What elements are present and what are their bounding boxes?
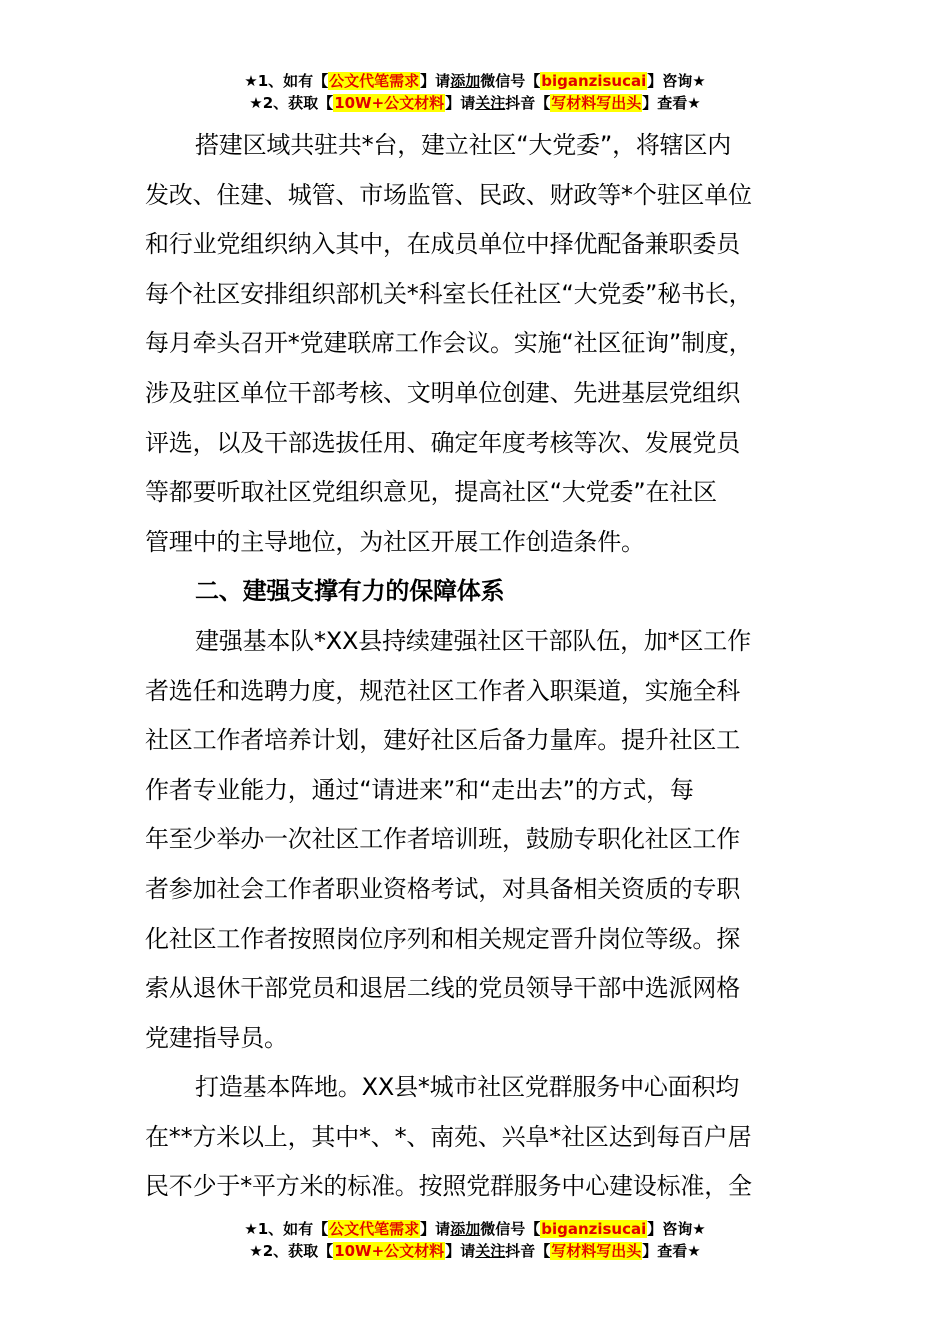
text-line: 每月牵头召开*党建联席工作会议。实施“社区征询”制度， [145, 329, 753, 358]
text-line: 打造基本阵地。XX县*城市社区党群服务中心面积均 [195, 1073, 740, 1102]
section-heading: 二、建强支撑有力的保障体系 [195, 577, 505, 606]
text-line: 者选任和选聘力度，规范社区工作者入职渠道，实施全科 [145, 676, 740, 705]
text-line: 化社区工作者按照岗位序列和相关规定晋升岗位等级。探 [145, 924, 740, 953]
text-line: 管理中的主导地位，为社区开展工作创造条件。 [145, 527, 645, 556]
text-line: 建强基本队*XX县持续建强社区干部队伍，加*区工作 [195, 626, 751, 655]
highlight-text: 公文代笔需求 [329, 1220, 420, 1238]
text-line: 索从退休干部党员和退居二线的党员领导干部中选派网格 [145, 974, 740, 1003]
highlight-text: 10W+公文材料 [334, 94, 445, 112]
text-line: 在**方米以上，其中*、*、南苑、兴阜*社区达到每百户居 [145, 1122, 752, 1151]
text-line: 社区工作者培养计划，建好社区后备力量库。提升社区工 [145, 726, 740, 755]
banner-line-1: ★1、如有【公文代笔需求】请添加微信号【biganzisucai】咨询★ [244, 72, 706, 90]
text-line: 者参加社会工作者职业资格考试，对具备相关资质的专职 [145, 874, 740, 903]
text-line: 涉及驻区单位干部考核、文明单位创建、先进基层党组织 [145, 378, 740, 407]
text-line: 作者专业能力，通过“请进来”和“走出去”的方式，每 [145, 775, 694, 804]
highlight-text: 写材料写出头 [551, 1242, 642, 1260]
highlight-text: biganzisucai [541, 72, 647, 90]
text-line: 每个社区安排组织部机关*科室长任社区“大党委”秘书长， [145, 279, 753, 308]
text-line: 等都要听取社区党组织意见，提高社区“大党委”在社区 [145, 478, 717, 507]
text-line: 搭建区域共驻共*台，建立社区“大党委”，将辖区内 [195, 131, 732, 159]
banner-line-2: ★2、获取【10W+公文材料】请关注抖音【写材料写出头】查看★ [249, 94, 701, 112]
text-line: 和行业党组织纳入其中，在成员单位中择优配备兼职委员 [145, 230, 740, 259]
document-body [145, 121, 835, 1212]
text-line: 民不少于*平方米的标准。按照党群服务中心建设标准，全 [145, 1172, 752, 1201]
banner-line-1: ★1、如有【公文代笔需求】请添加微信号【biganzisucai】咨询★ [244, 1220, 706, 1238]
highlight-text: 10W+公文材料 [334, 1242, 445, 1260]
highlight-text: 公文代笔需求 [329, 72, 420, 90]
banner-line-2: ★2、获取【10W+公文材料】请关注抖音【写材料写出头】查看★ [249, 1242, 701, 1260]
text-line: 年至少举办一次社区工作者培训班，鼓励专职化社区工作 [145, 825, 740, 854]
text-line: 发改、住建、城管、市场监管、民政、财政等*个驻区单位 [145, 180, 752, 209]
text-line: 评选，以及干部选拔任用、确定年度考核等次、发展党员 [145, 428, 740, 457]
bottom-banner [0, 1218, 950, 1262]
text-line: 党建指导员。 [145, 1023, 288, 1052]
highlight-text: biganzisucai [541, 1220, 647, 1238]
highlight-text: 写材料写出头 [551, 94, 642, 112]
top-banner [0, 70, 950, 114]
